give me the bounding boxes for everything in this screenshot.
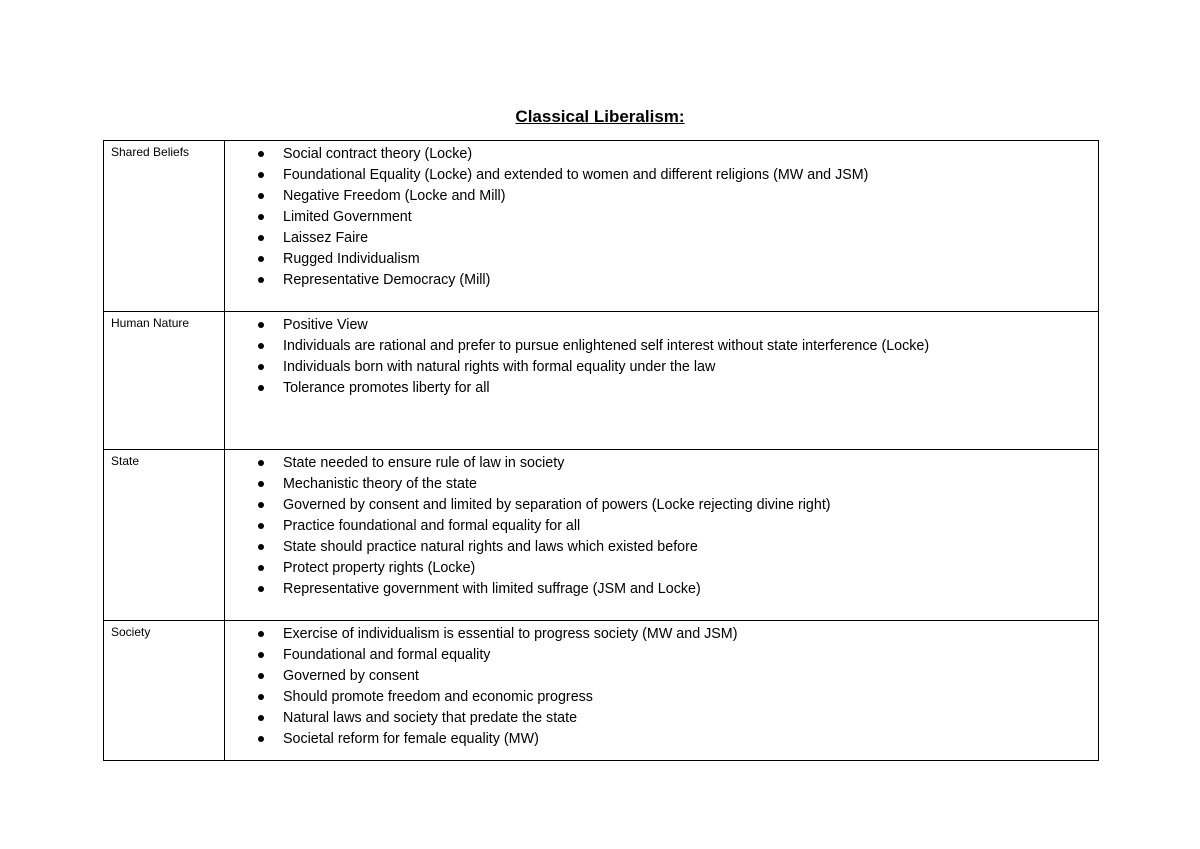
row-label: Society xyxy=(104,621,225,761)
list-item: Foundational Equality (Locke) and extended to women and different religions (MW and JSM) xyxy=(225,165,1098,186)
list-item: Societal reform for female equality (MW) xyxy=(225,729,1098,750)
list-item: Protect property rights (Locke) xyxy=(225,558,1098,579)
list-item: Natural laws and society that predate the state xyxy=(225,708,1098,729)
notes-table xyxy=(103,140,1099,761)
list-item: Practice foundational and formal equality for all xyxy=(225,516,1098,537)
list-item: Representative government with limited suffrage (JSM and Locke) xyxy=(225,579,1098,600)
list-item: Mechanistic theory of the state xyxy=(225,474,1098,495)
bullet-list xyxy=(225,624,1098,750)
row-content xyxy=(225,621,1099,761)
list-item: Positive View xyxy=(225,315,1098,336)
list-item: Negative Freedom (Locke and Mill) xyxy=(225,186,1098,207)
list-item: Individuals are rational and prefer to pursue enlightened self interest without state interference (Locke) xyxy=(225,336,1098,357)
table-row-state xyxy=(104,450,1099,621)
list-item: Social contract theory (Locke) xyxy=(225,144,1098,165)
row-label: State xyxy=(104,450,225,621)
row-content xyxy=(225,141,1099,312)
row-label: Shared Beliefs xyxy=(104,141,225,312)
row-content xyxy=(225,450,1099,621)
list-item: Should promote freedom and economic progress xyxy=(225,687,1098,708)
list-item: Governed by consent xyxy=(225,666,1098,687)
table-row-society xyxy=(104,621,1099,761)
list-item: Governed by consent and limited by separation of powers (Locke rejecting divine right) xyxy=(225,495,1098,516)
row-label: Human Nature xyxy=(104,312,225,450)
document-title: Classical Liberalism: xyxy=(515,107,685,126)
table-row-shared-beliefs xyxy=(104,141,1099,312)
table-row-human-nature xyxy=(104,312,1099,450)
bullet-list xyxy=(225,315,1098,399)
list-item: Laissez Faire xyxy=(225,228,1098,249)
bullet-list xyxy=(225,144,1098,291)
list-item: State needed to ensure rule of law in society xyxy=(225,453,1098,474)
list-item: Representative Democracy (Mill) xyxy=(225,270,1098,291)
list-item: State should practice natural rights and laws which existed before xyxy=(225,537,1098,558)
bullet-list xyxy=(225,453,1098,600)
list-item: Rugged Individualism xyxy=(225,249,1098,270)
row-content xyxy=(225,312,1099,450)
list-item: Foundational and formal equality xyxy=(225,645,1098,666)
list-item: Tolerance promotes liberty for all xyxy=(225,378,1098,399)
list-item: Individuals born with natural rights with formal equality under the law xyxy=(225,357,1098,378)
list-item: Exercise of individualism is essential to progress society (MW and JSM) xyxy=(225,624,1098,645)
list-item: Limited Government xyxy=(225,207,1098,228)
